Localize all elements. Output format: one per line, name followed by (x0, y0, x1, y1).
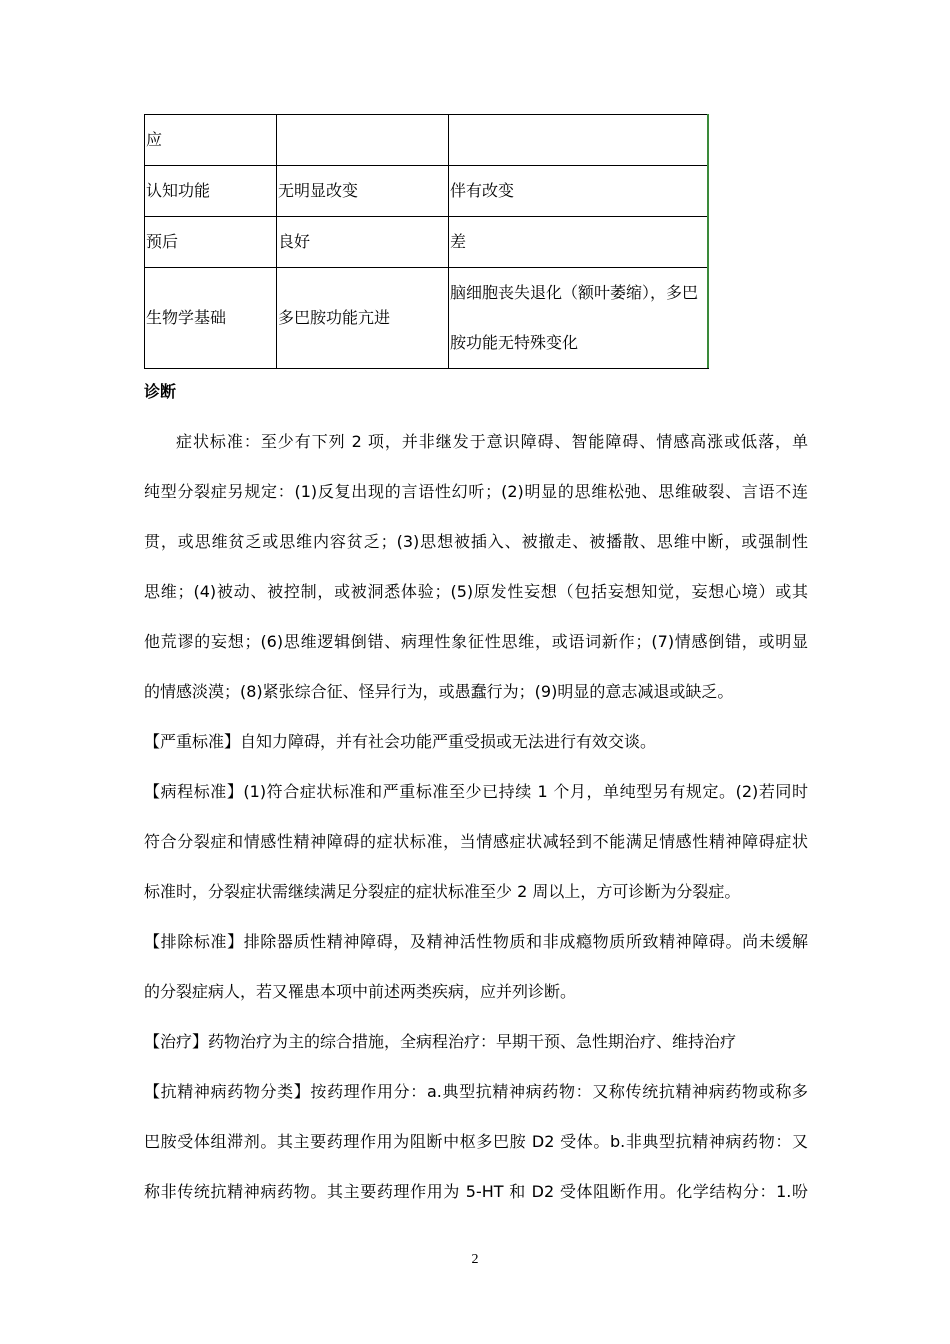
text-line: 纯型分裂症另规定：(1)反复出现的言语性幻听；(2)明显的思维松弛、思维破裂、言语不连 (144, 482, 808, 501)
text-line: 贯，或思维贫乏或思维内容贫乏；(3)思想被插入、被撤走、被播散、思维中断，或强制性 (144, 532, 808, 551)
text-line: 符合分裂症和情感性精神障碍的症状标准，当情感症状减轻到不能满足情感性精神障碍症状 (144, 832, 808, 851)
table-cell: 差 (449, 217, 709, 268)
table-cell: 应 (145, 115, 277, 166)
text-line: 【病程标准】(1)符合症状标准和严重标准至少已持续 1 个月，单纯型另有规定。(2)若同时 (144, 782, 808, 801)
table-cell: 良好 (277, 217, 449, 268)
table-cell: 认知功能 (145, 166, 277, 217)
text-line: 【严重标准】自知力障碍，并有社会功能严重受损或无法进行有效交谈。 (144, 732, 657, 751)
table-cell: 无明显改变 (277, 166, 449, 217)
page-number: 2 (471, 1252, 479, 1267)
table-row (145, 115, 709, 166)
cell-line: 脑细胞丧失退化（额叶萎缩），多巴 (450, 283, 699, 302)
text-line: 巴胺受体组滞剂。其主要药理作用为阻断中枢多巴胺 D2 受体。b.非典型抗精神病药物：又 (144, 1132, 808, 1151)
table-row (145, 217, 709, 268)
text-line: 【抗精神病药物分类】按药理作用分：a.典型抗精神病药物：又称传统抗精神病药物或称多 (144, 1082, 808, 1101)
table-row (145, 268, 709, 369)
text-line: 【排除标准】排除器质性精神障碍，及精神活性物质和非成瘾物质所致精神障碍。尚未缓解 (144, 932, 808, 951)
text-line: 的分裂症病人，若又罹患本项中前述两类疾病，应并列诊断。 (144, 982, 577, 1001)
table-cell (277, 115, 449, 166)
text-line: 的情感淡漠；(8)紧张综合征、怪异行为，或愚蠢行为；(9)明显的意志减退或缺乏。 (144, 682, 734, 701)
section-heading: 诊断 (144, 382, 177, 401)
table-cell (449, 268, 709, 369)
comparison-table (144, 114, 709, 369)
text-line: 【治疗】药物治疗为主的综合措施，全病程治疗：早期干预、急性期治疗、维持治疗 (144, 1032, 737, 1051)
text-line: 症状标准：至少有下列 2 项，并非继发于意识障碍、智能障碍、情感高涨或低落，单 (176, 432, 808, 451)
table-cell: 多巴胺功能亢进 (277, 268, 449, 369)
table-right-edge (707, 114, 709, 368)
table-cell: 伴有改变 (449, 166, 709, 217)
cell-line: 胺功能无特殊变化 (450, 333, 579, 352)
table-cell: 预后 (145, 217, 277, 268)
table-cell: 生物学基础 (145, 268, 277, 369)
text-line: 称非传统抗精神病药物。其主要药理作用为 5-HT 和 D2 受体阻断作用。化学结构分：1.吩 (144, 1182, 808, 1201)
table-cell (449, 115, 709, 166)
text-line: 他荒谬的妄想；(6)思维逻辑倒错、病理性象征性思维，或语词新作；(7)情感倒错，或明显 (144, 632, 808, 651)
text-line: 思维；(4)被动、被控制，或被洞悉体验；(5)原发性妄想（包括妄想知觉，妄想心境）或其 (144, 582, 808, 601)
table-row (145, 166, 709, 217)
text-line: 标准时，分裂症状需继续满足分裂症的症状标准至少 2 周以上，方可诊断为分裂症。 (144, 882, 741, 901)
